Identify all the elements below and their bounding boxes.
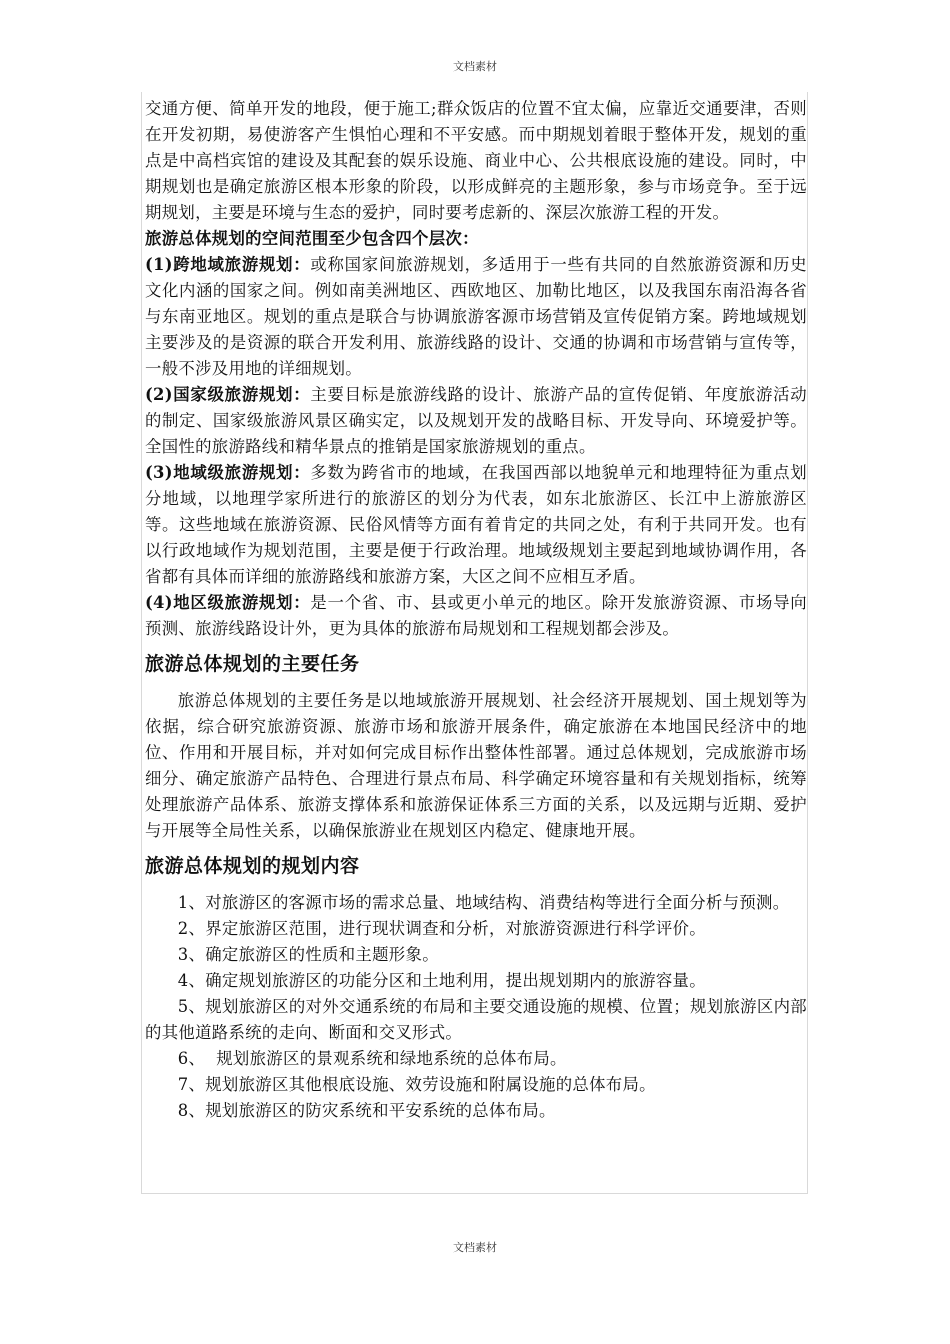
- section-title-contents: 旅游总体规划的规划内容: [145, 855, 360, 877]
- level-2-text: 主要目标是旅游线路的设计、旅游产品的宣传促销、年度旅游活动的制定、国家级旅游风景区确实定，以及规划开发的战略目标、开发导向、环境爱护等。全国性的旅游路线和精华景点的推销是国家旅游规划的重点。: [145, 385, 807, 456]
- level-1: [145, 252, 807, 382]
- level-1-term: (1)跨地域旅游规划：: [145, 255, 311, 274]
- content-item-2: 2、界定旅游区范围，进行现状调查和分析，对旅游资源进行科学评价。: [177, 919, 706, 938]
- intro-paragraph: 交通方便、简单开发的地段，便于施工;群众饭店的位置不宜太偏，应靠近交通要津，否则在开发初期，易使游客产生惧怕心理和不平安感。而中期规划着眼于整体开发，规划的重点是中高档宾馆的建设及其配套的娱乐设施、商业中心、公共根底设施的建设。同时，中期规划也是确定旅游区根本形象的阶段，以形成鲜亮的主题形象，参与市场竞争。至于远期规划，主要是环境与生态的爱护，同时要考虑新的、深层次旅游工程的开发。: [145, 99, 807, 222]
- content-item-5: 5、规划旅游区的对外交通系统的布局和主要交通设施的规模、位置；规划旅游区内部的其他道路系统的走向、断面和交叉形式。: [145, 997, 807, 1042]
- level-1-text: 或称国家间旅游规划，多适用于一些有共同的自然旅游资源和历史文化内涵的国家之间。例如南美洲地区、西欧地区、加勒比地区，以及我国东南沿海各省与东南亚地区。规划的重点是联合与协调旅游客源市场营销及宣传促销方案。跨地域规划主要涉及的是资源的联合开发利用、旅游线路的设计、交通的协调和市场营销与宣传等，一般不涉及用地的详细规划。: [145, 255, 807, 378]
- content-item-6: 6、 规划旅游区的景观系统和绿地系统的总体布局。: [177, 1049, 567, 1068]
- level-3-term: (3)地域级旅游规划：: [145, 463, 311, 482]
- level-2-term: (2)国家级旅游规划：: [145, 385, 311, 404]
- document-body: [145, 96, 807, 1124]
- section-tasks-body: 旅游总体规划的主要任务是以地域旅游开展规划、社会经济开展规划、国土规划等为依据，综合研究旅游资源、旅游市场和旅游开展条件，确定旅游在本地国民经济中的地位、作用和开展目标，并对如何完成目标作出整体性部署。通过总体规划，完成旅游市场细分、确定旅游产品特色、合理进行景点布局、科学确定环境容量和有关规划指标，统筹处理旅游产品体系、旅游支撑体系和旅游保证体系三方面的关系，以及远期与近期、爱护与开展等全局性关系，以确保旅游业在规划区内稳定、健康地开展。: [145, 691, 807, 840]
- content-item-7: 7、规划旅游区其他根底设施、效劳设施和附属设施的总体布局。: [177, 1075, 656, 1094]
- content-item-1: 1、对旅游区的客源市场的需求总量、地域结构、消费结构等进行全面分析与预测。: [177, 893, 790, 912]
- level-2: [145, 382, 807, 460]
- level-4-text: 是一个省、市、县或更小单元的地区。除开发旅游资源、市场导向预测、旅游线路设计外，更为具体的旅游布局规划和工程规划都会涉及。: [145, 593, 807, 638]
- page-header: 文档素材: [453, 60, 497, 73]
- content-item-3: 3、确定旅游区的性质和主题形象。: [177, 945, 439, 964]
- page-footer: 文档素材: [453, 1241, 497, 1254]
- level-4-term: (4)地区级旅游规划：: [145, 593, 311, 612]
- content-item-4: 4、确定规划旅游区的功能分区和土地利用，提出规划期内的旅游容量。: [177, 971, 706, 990]
- section-title-tasks: 旅游总体规划的主要任务: [145, 653, 360, 675]
- level-3: [145, 460, 807, 590]
- level-3-text: 多数为跨省市的地域，在我国西部以地貌单元和地理特征为重点划分地域，以地理学家所进行的旅游区的划分为代表，如东北旅游区、长江中上游旅游区等。这些地域在旅游资源、民俗风情等方面有着肯定的共同之处，有利于共同开发。也有以行政地域作为规划范围，主要是便于行政治理。地域级规划主要起到地域协调作用，各省都有具体而详细的旅游路线和旅游方案，大区之间不应相互矛盾。: [145, 463, 807, 586]
- content-item-8: 8、规划旅游区的防灾系统和平安系统的总体布局。: [177, 1101, 556, 1120]
- levels-heading: 旅游总体规划的空间范围至少包含四个层次：: [145, 229, 479, 248]
- level-4: [145, 590, 807, 642]
